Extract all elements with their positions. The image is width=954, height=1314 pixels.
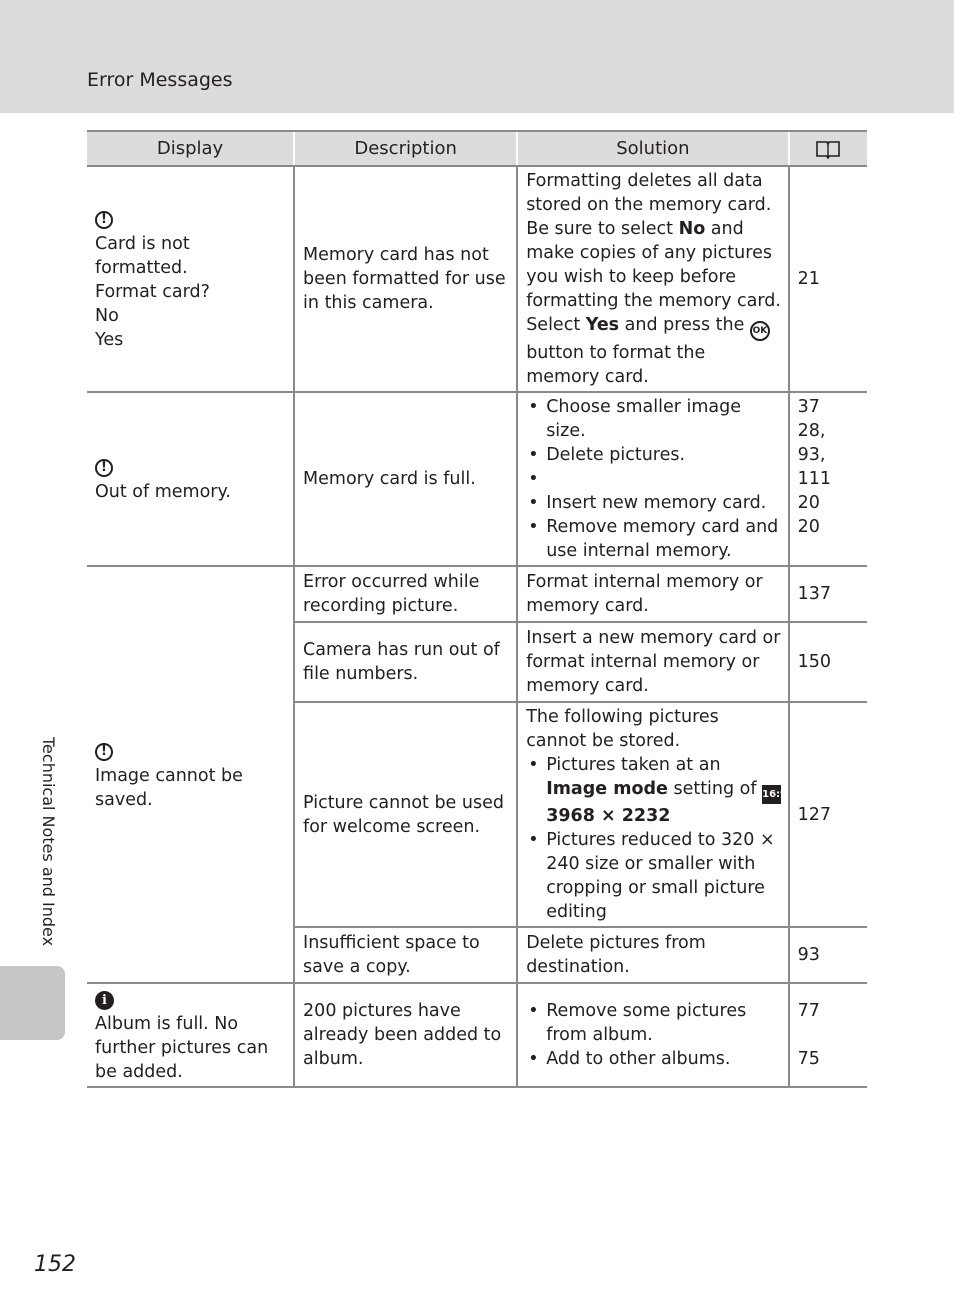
section-title: Error Messages [87, 69, 233, 91]
solution-cell: Insert a new memory card or format internal memory or memory card. [517, 622, 788, 702]
reference-cell: 137 [789, 566, 867, 622]
reference-value: 28, [797, 421, 826, 441]
alert-icon: ! [95, 743, 113, 761]
description-cell: Picture cannot be used for welcome screen. [294, 702, 517, 927]
table-row [87, 983, 867, 1087]
list-item: • Insert new memory card. [526, 491, 781, 515]
display-text: Out of memory. [95, 482, 231, 502]
solution-bold-no: No [678, 219, 706, 239]
reference-value: 20 [797, 517, 820, 537]
solution-text: and press the [619, 315, 750, 335]
reference-cell: 127 [789, 702, 867, 927]
error-messages-table [87, 130, 867, 1088]
header-reference [789, 131, 867, 166]
solution-cell: Delete pictures from destination. [517, 927, 788, 983]
side-tab [0, 966, 65, 1040]
table-header-row [87, 131, 867, 166]
solution-list [526, 395, 781, 563]
reference-cell [789, 392, 867, 566]
solution-list [526, 753, 787, 924]
reference-value: 20 [797, 493, 820, 513]
reference-value: 77 [797, 1001, 820, 1021]
solution-text: setting of [667, 779, 763, 799]
list-item: • Remove memory card and use internal memory. [526, 515, 781, 563]
alert-icon: ! [95, 211, 113, 229]
solution-text: Pictures taken at an [546, 755, 721, 775]
error-messages-table-wrap [87, 130, 867, 1088]
book-reference-icon [815, 139, 841, 159]
display-text: Album is full. No further pictures can be added. [95, 1013, 269, 1082]
list-item: • Delete pictures. [526, 443, 781, 467]
description-cell: Memory card is full. [294, 392, 517, 566]
display-text: Image cannot be saved. [95, 765, 243, 810]
solution-bold-size: 3968 × 2232 [546, 806, 671, 826]
solution-cell [517, 166, 788, 392]
display-text: No [95, 306, 119, 326]
reference-cell: 93 [789, 927, 867, 983]
display-cell [87, 166, 294, 392]
solution-cell [517, 702, 788, 927]
description-cell: Insufficient space to save a copy. [294, 927, 517, 983]
side-tab-label: Technical Notes and Index [39, 737, 58, 947]
header-display: Display [87, 131, 294, 166]
info-icon: i [95, 991, 114, 1010]
solution-cell [517, 983, 788, 1087]
display-text: Yes [95, 330, 124, 350]
reference-cell: 21 [789, 166, 867, 392]
header-solution: Solution [517, 131, 788, 166]
reference-spacer [798, 1023, 861, 1047]
table-row [87, 392, 867, 566]
header-band [0, 0, 954, 113]
solution-list [526, 999, 781, 1071]
display-cell [87, 392, 294, 566]
reference-value: 37 [797, 397, 820, 417]
solution-bold-yes: Yes [585, 315, 620, 335]
description-cell: Memory card has not been formatted for use in this camera. [294, 166, 517, 392]
list-spacer [526, 467, 781, 491]
display-text: Card is not formatted. [95, 234, 190, 278]
solution-text: The following pictures cannot be stored. [526, 707, 719, 751]
ok-button-icon: OK [750, 321, 770, 341]
list-item: • Choose smaller image size. [526, 395, 781, 443]
solution-text: button to format the memory card. [526, 343, 706, 387]
solution-text: Formatting deletes all data stored on the memory card. Be sure to select [526, 171, 772, 239]
description-cell: 200 pictures have already been added to album. [294, 983, 517, 1087]
display-text: Format card? [95, 282, 210, 302]
list-item: • Remove some pictures from album. [526, 999, 781, 1047]
description-cell: Camera has run out of file numbers. [294, 622, 517, 702]
reference-value: 93, 111 [797, 445, 831, 489]
image-mode-16-9-icon: 16:9 [762, 785, 781, 804]
reference-cell: 150 [789, 622, 867, 702]
list-item: • Add to other albums. [526, 1047, 781, 1071]
display-cell [87, 566, 294, 983]
solution-cell: Format internal memory or memory card. [517, 566, 788, 622]
list-item: • Pictures reduced to 320 × 240 size or smaller with cropping or small picture editing [526, 828, 781, 924]
solution-text: and make copies of any pictures you wish to keep before formatting the memory card. Select [526, 219, 781, 335]
description-cell: Error occurred while recording picture. [294, 566, 517, 622]
list-item [526, 753, 787, 828]
solution-bold-image-mode: Image mode [546, 779, 668, 799]
solution-cell [517, 392, 788, 566]
table-row [87, 566, 867, 622]
table-row [87, 166, 867, 392]
page-number: 152 [34, 1252, 76, 1277]
header-description: Description [294, 131, 517, 166]
display-cell [87, 983, 294, 1087]
reference-value: 75 [797, 1049, 820, 1069]
reference-cell [789, 983, 867, 1087]
alert-icon: ! [95, 459, 113, 477]
